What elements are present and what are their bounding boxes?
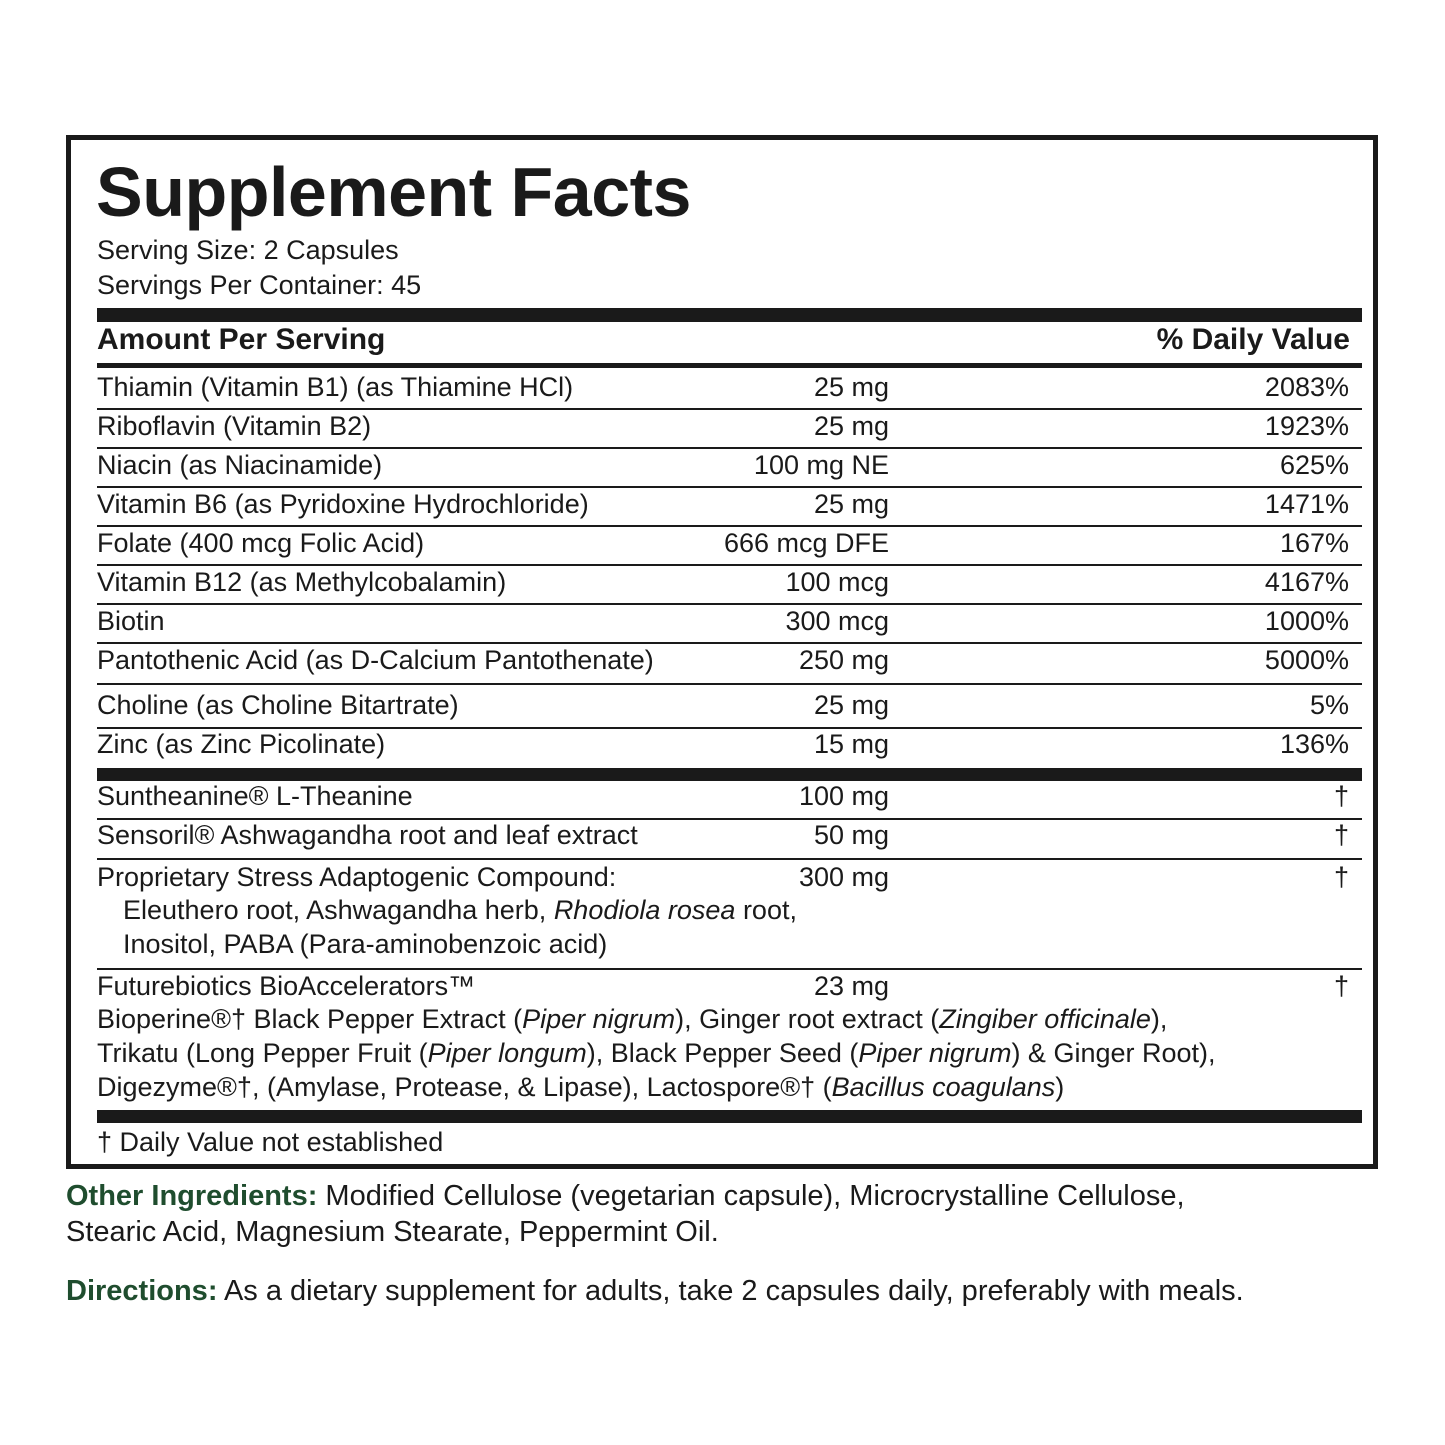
nutrient-dv: 625% xyxy=(1279,450,1349,480)
serving-size: Serving Size: 2 Capsules xyxy=(97,235,399,265)
directions xyxy=(66,1273,1244,1309)
ingredient-dv: † xyxy=(1333,820,1349,850)
nutrient-dv: 167% xyxy=(1279,528,1349,558)
ingredient-name: Futurebiotics BioAccelerators™ xyxy=(97,971,476,1001)
directions-label: Directions: xyxy=(66,1275,218,1307)
nutrient-amount: 250 mg xyxy=(798,645,889,675)
nutrient-amount: 25 mg xyxy=(813,372,889,402)
nutrient-row xyxy=(97,567,1349,605)
medium-divider xyxy=(97,363,1362,368)
nutrient-amount: 15 mg xyxy=(813,729,889,759)
nutrient-amount: 100 mg NE xyxy=(753,450,889,480)
daily-value-header: % Daily Value xyxy=(1156,323,1350,356)
ingredient-dv: † xyxy=(1333,971,1349,1001)
other-ingredients xyxy=(66,1178,1185,1250)
row-divider xyxy=(97,683,1362,685)
row-divider xyxy=(97,564,1362,566)
nutrient-name: Thiamin (Vitamin B1) (as Thiamine HCl) xyxy=(97,372,574,402)
nutrient-row xyxy=(97,450,1349,488)
nutrient-row xyxy=(97,606,1349,644)
ingredient-amount: 23 mg xyxy=(813,971,889,1001)
ingredient-amount: 300 mg xyxy=(798,862,889,892)
nutrient-name: Vitamin B12 (as Methylcobalamin) xyxy=(97,567,507,597)
ingredient-dv: † xyxy=(1333,862,1349,892)
row-divider xyxy=(97,447,1362,449)
ingredient-name: Suntheanine® L-Theanine xyxy=(97,781,413,811)
other-ingredients-text: Modified Cellulose (vegetarian capsule), Microcrystalline Cellulose, xyxy=(317,1180,1185,1212)
nutrient-name: Folate (400 mcg Folic Acid) xyxy=(97,528,425,558)
nutrient-amount: 300 mcg xyxy=(785,606,889,636)
nutrient-name: Choline (as Choline Bitartrate) xyxy=(97,690,459,720)
row-divider xyxy=(97,642,1362,644)
ingredient-name: Sensoril® Ashwagandha root and leaf extract xyxy=(97,820,638,850)
ingredient-amount: 50 mg xyxy=(813,820,889,850)
row-divider xyxy=(97,408,1362,410)
row-divider xyxy=(97,486,1362,488)
nutrient-amount: 25 mg xyxy=(813,690,889,720)
nutrient-dv: 1000% xyxy=(1264,606,1349,636)
nutrient-dv: 136% xyxy=(1279,729,1349,759)
panel-title: Supplement Facts xyxy=(96,153,691,231)
bioaccelerators-contents-line: Trikatu (Long Pepper Fruit (Piper longum), Black Pepper Seed (Piper nigrum) & Ginger Root), xyxy=(97,1038,1216,1068)
compound-contents-line: Eleuthero root, Ashwagandha herb, Rhodiola rosea root, xyxy=(123,895,797,925)
row-divider xyxy=(97,968,1362,970)
nutrient-row xyxy=(97,372,1349,410)
supplement-facts-panel xyxy=(66,135,1378,1169)
nutrient-name: Riboflavin (Vitamin B2) xyxy=(97,411,372,441)
nutrient-amount: 100 mcg xyxy=(785,567,889,597)
nutrient-dv: 5% xyxy=(1309,690,1349,720)
servings-per-container: Servings Per Container: 45 xyxy=(97,270,422,300)
nutrient-row xyxy=(97,489,1349,527)
nutrient-row xyxy=(97,411,1349,449)
nutrient-row xyxy=(97,645,1349,683)
nutrient-row xyxy=(97,528,1349,566)
bioaccelerators-contents-line: Bioperine®† Black Pepper Extract (Piper nigrum), Ginger root extract (Zingiber officinale), xyxy=(97,1004,1168,1034)
nutrient-dv: 4167% xyxy=(1264,567,1349,597)
nutrient-dv: 5000% xyxy=(1264,645,1349,675)
compound-contents-line: Inositol, PABA (Para-aminobenzoic acid) xyxy=(123,929,608,959)
ingredient-row xyxy=(97,820,1349,858)
thick-divider xyxy=(97,1110,1362,1123)
other-ingredients-label: Other Ingredients: xyxy=(66,1180,318,1212)
nutrient-name: Biotin xyxy=(97,606,165,636)
ingredient-amount: 100 mg xyxy=(798,781,889,811)
nutrient-dv: 2083% xyxy=(1264,372,1349,402)
row-divider xyxy=(97,525,1362,527)
bioaccelerators-contents-line: Digezyme®†, (Amylase, Protease, & Lipase), Lactospore®† (Bacillus coagulans) xyxy=(97,1072,1065,1102)
nutrient-amount: 25 mg xyxy=(813,489,889,519)
nutrient-amount: 666 mcg DFE xyxy=(723,528,889,558)
nutrient-dv: 1471% xyxy=(1264,489,1349,519)
directions-text: As a dietary supplement for adults, take 2 capsules daily, preferably with meals. xyxy=(217,1275,1244,1307)
nutrient-name: Niacin (as Niacinamide) xyxy=(97,450,383,480)
thick-divider xyxy=(97,308,1362,322)
row-divider xyxy=(97,858,1362,860)
nutrient-dv: 1923% xyxy=(1264,411,1349,441)
thick-divider xyxy=(97,768,1362,781)
nutrient-amount: 25 mg xyxy=(813,411,889,441)
other-ingredients-text: Stearic Acid, Magnesium Stearate, Peppermint Oil. xyxy=(66,1216,719,1248)
row-divider xyxy=(97,603,1362,605)
nutrient-name: Pantothenic Acid (as D-Calcium Pantothenate) xyxy=(97,645,654,675)
ingredient-dv: † xyxy=(1333,781,1349,811)
nutrient-row xyxy=(97,690,1349,728)
footnote: † Daily Value not established xyxy=(97,1127,444,1157)
nutrient-row xyxy=(97,729,1349,767)
ingredient-row xyxy=(97,781,1349,819)
ingredient-name: Proprietary Stress Adaptogenic Compound: xyxy=(97,862,617,892)
nutrient-name: Vitamin B6 (as Pyridoxine Hydrochloride) xyxy=(97,489,589,519)
amount-per-serving-header: Amount Per Serving xyxy=(97,323,386,356)
nutrient-name: Zinc (as Zinc Picolinate) xyxy=(97,729,386,759)
